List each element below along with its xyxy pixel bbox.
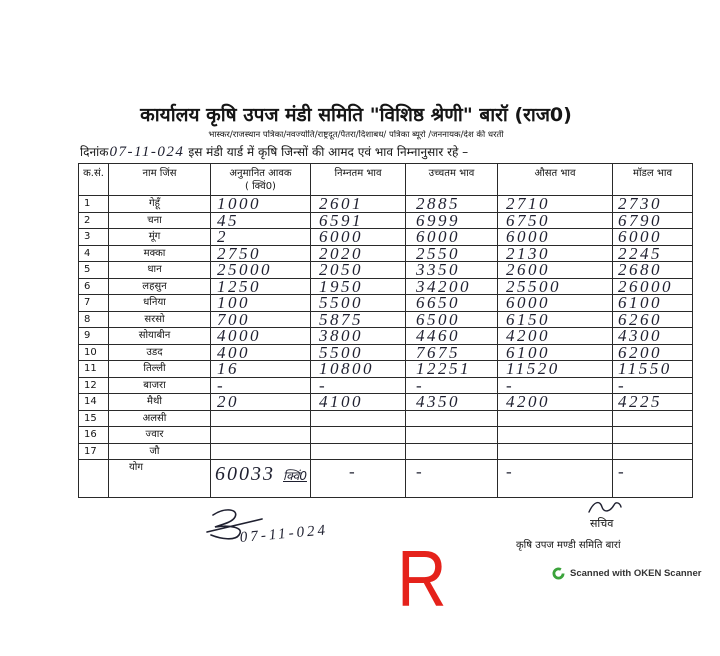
commodity-name: उडद (109, 345, 211, 362)
commodity-name: लहसुन (109, 279, 211, 296)
initials-scribble (586, 497, 624, 517)
oken-scanner-logo-icon (552, 567, 565, 580)
modal-price (613, 427, 693, 444)
row-serial-number: 8 (79, 312, 109, 329)
max-price: 6999 (406, 213, 498, 230)
commodity-name: अलसी (109, 411, 211, 428)
commodity-name: बाजरा (109, 378, 211, 395)
arrival-quantity: 4000 (211, 328, 311, 345)
avg-price (498, 444, 613, 461)
designation-label: सचिव (590, 517, 614, 530)
avg-price (498, 411, 613, 428)
arrival-quantity: 2750 (211, 246, 311, 263)
total-serial-cell (79, 460, 109, 498)
date-label: दिनांक (80, 145, 109, 159)
avg-price: 6100 (498, 345, 613, 362)
min-price: 4100 (311, 394, 406, 411)
max-price: 6500 (406, 312, 498, 329)
commodity-name: धनिया (109, 295, 211, 312)
date-line (80, 143, 690, 162)
total-min-price: - (311, 460, 406, 498)
avg-price: 2710 (498, 196, 613, 213)
modal-price: 2680 (613, 262, 693, 279)
row-serial-number: 11 (79, 361, 109, 378)
avg-price: 2600 (498, 262, 613, 279)
total-arrival-quantity: 60033 (215, 463, 275, 485)
row-serial-number: 2 (79, 213, 109, 230)
row-serial-number: 15 (79, 411, 109, 428)
commodity-name: तिल्ली (109, 361, 211, 378)
min-price: 3800 (311, 328, 406, 345)
arrival-quantity: 1000 (211, 196, 311, 213)
row-serial-number: 9 (79, 328, 109, 345)
commodity-name: मूंग (109, 229, 211, 246)
modal-price: 6260 (613, 312, 693, 329)
arrival-quantity: 700 (211, 312, 311, 329)
row-serial-number: 5 (79, 262, 109, 279)
max-price: 34200 (406, 279, 498, 296)
commodity-name: ज्वार (109, 427, 211, 444)
commodity-name: सोयाबीन (109, 328, 211, 345)
max-price (406, 444, 498, 461)
modal-price: - (613, 378, 693, 395)
col-header-arrival (211, 164, 311, 196)
min-price: - (311, 378, 406, 395)
newspaper-list: भास्कर/राजस्थान पत्रिका/नवज्योति/राष्ट्रदूत/पैतरा/दिशाबध/ पत्रिका ब्यूरो /जननायक/देश की धरती (208, 130, 504, 140)
max-price: 4460 (406, 328, 498, 345)
signature-date: 07-11-024 (239, 522, 329, 546)
avg-price (498, 427, 613, 444)
avg-price: - (498, 378, 613, 395)
avg-price: 4200 (498, 328, 613, 345)
avg-price: 6000 (498, 295, 613, 312)
arrival-quantity (211, 444, 311, 461)
max-price: 7675 (406, 345, 498, 362)
max-price: 2550 (406, 246, 498, 263)
row-serial-number: 6 (79, 279, 109, 296)
max-price: 4350 (406, 394, 498, 411)
max-price: 6650 (406, 295, 498, 312)
max-price: 12251 (406, 361, 498, 378)
modal-price (613, 411, 693, 428)
min-price: 5500 (311, 295, 406, 312)
modal-price: 2730 (613, 196, 693, 213)
col-header-serial: क.सं. (79, 164, 109, 196)
avg-price: 4200 (498, 394, 613, 411)
avg-price: 11520 (498, 361, 613, 378)
col-header-min-price: निम्नतम भाव (311, 164, 406, 196)
row-serial-number: 1 (79, 196, 109, 213)
arrival-quantity: - (211, 378, 311, 395)
commodity-name: चना (109, 213, 211, 230)
commodity-name: गेहूँ (109, 196, 211, 213)
modal-price: 4300 (613, 328, 693, 345)
max-price: 6000 (406, 229, 498, 246)
row-serial-number: 14 (79, 394, 109, 411)
min-price: 6591 (311, 213, 406, 230)
commodity-name: मैथी (109, 394, 211, 411)
max-price (406, 427, 498, 444)
min-price: 5500 (311, 345, 406, 362)
modal-price: 4225 (613, 394, 693, 411)
total-modal-price: - (613, 460, 693, 498)
avg-price: 6150 (498, 312, 613, 329)
col-header-modal-price: मॉडल भाव (613, 164, 693, 196)
total-arrival-cell (211, 460, 311, 498)
commodity-name: धान (109, 262, 211, 279)
total-label: योग (109, 460, 211, 498)
commodity-name: मक्का (109, 246, 211, 263)
modal-price: 6000 (613, 229, 693, 246)
min-price: 10800 (311, 361, 406, 378)
modal-price: 26000 (613, 279, 693, 296)
red-r-mark: R (397, 534, 447, 623)
max-price (406, 411, 498, 428)
row-serial-number: 12 (79, 378, 109, 395)
min-price: 2601 (311, 196, 406, 213)
modal-price: 6100 (613, 295, 693, 312)
min-price: 2050 (311, 262, 406, 279)
commodity-name: जौ (109, 444, 211, 461)
arrival-quantity: 25000 (211, 262, 311, 279)
arrival-quantity: 16 (211, 361, 311, 378)
min-price (311, 411, 406, 428)
min-price: 5875 (311, 312, 406, 329)
arrival-quantity: 20 (211, 394, 311, 411)
avg-price: 6750 (498, 213, 613, 230)
scanner-credit: Scanned with OKEN Scanner (570, 568, 702, 579)
col-header-arrival-label: अनुमानित आवक (229, 168, 292, 179)
row-serial-number: 4 (79, 246, 109, 263)
arrival-quantity: 45 (211, 213, 311, 230)
avg-price: 2130 (498, 246, 613, 263)
row-serial-number: 10 (79, 345, 109, 362)
row-serial-number: 7 (79, 295, 109, 312)
arrival-quantity: 100 (211, 295, 311, 312)
row-serial-number: 17 (79, 444, 109, 461)
min-price: 6000 (311, 229, 406, 246)
min-price: 2020 (311, 246, 406, 263)
modal-price (613, 444, 693, 461)
min-price (311, 444, 406, 461)
office-title: कार्यालय कृषि उपज मंडी समिति "विशिष्ठ श्रेणी" बारॉ (राज0) (140, 104, 572, 126)
commodity-name: सरसो (109, 312, 211, 329)
arrival-quantity (211, 411, 311, 428)
col-header-max-price: उच्चतम भाव (406, 164, 498, 196)
office-name: कृषि उपज मण्डी समिति बारां (516, 540, 621, 551)
max-price: 2885 (406, 196, 498, 213)
row-serial-number: 16 (79, 427, 109, 444)
total-avg-price: - (498, 460, 613, 498)
avg-price: 6000 (498, 229, 613, 246)
avg-price: 25500 (498, 279, 613, 296)
rates-table (78, 163, 693, 498)
handwritten-date: 07-11-024 (109, 144, 185, 160)
modal-price: 11550 (613, 361, 693, 378)
modal-price: 2245 (613, 246, 693, 263)
total-max-price: - (406, 460, 498, 498)
arrival-quantity: 1250 (211, 279, 311, 296)
col-header-avg-price: औसत भाव (498, 164, 613, 196)
modal-price: 6200 (613, 345, 693, 362)
intro-text: इस मंडी यार्ड में कृषि जिन्सों की आमद एवं भाव निम्नानुसार रहे – (188, 145, 469, 159)
col-header-commodity: नाम जिंस (109, 164, 211, 196)
min-price: 1950 (311, 279, 406, 296)
arrival-quantity: 2 (211, 229, 311, 246)
total-arrival-unit: क्विं0 (283, 469, 307, 483)
modal-price: 6790 (613, 213, 693, 230)
row-serial-number: 3 (79, 229, 109, 246)
max-price: - (406, 378, 498, 395)
col-header-arrival-unit: ( क्विं0) (245, 181, 276, 192)
arrival-quantity: 400 (211, 345, 311, 362)
arrival-quantity (211, 427, 311, 444)
max-price: 3350 (406, 262, 498, 279)
min-price (311, 427, 406, 444)
